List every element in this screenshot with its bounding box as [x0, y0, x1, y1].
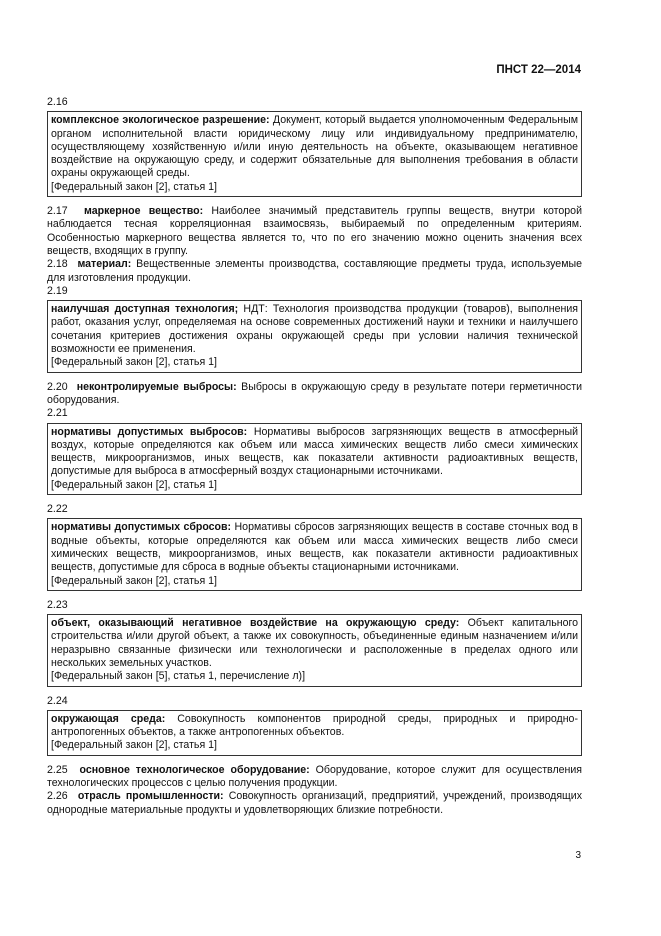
entry-number: 2.20 — [47, 380, 68, 393]
definition-box — [47, 111, 582, 197]
term: окружающая среда: — [51, 712, 166, 725]
definition: Документ, который выдается уполномоченным Федеральным органом исполнительной власти юридическому лицу или индивидуальному предпринимателю, осуществляющему хозяйственную и/или иную деятельность на объекте, оказывающем негативное воздействие на окружающую среду, и содержит обязательные для выполнения требования в области охраны окружающей среды. — [51, 114, 578, 180]
term: наилучшая доступная технология; — [51, 303, 239, 316]
document-body — [47, 96, 582, 817]
entry-number: 2.22 — [47, 503, 68, 516]
page-number: 3 — [575, 850, 581, 861]
definition: Нормативы сбросов загрязняющих веществ в составе сточных вод в водные объекты, которые определяются как объем или масса химических веществ либо смеси химических веществ, микроорганизмов, иных веществ, как показатели активности радиоактивных веществ, допустимые для сброса в водные объекты стационарными источниками. — [51, 521, 578, 574]
definition-box — [47, 518, 582, 590]
definition: Совокупность организаций, предприятий, учреждений, производящих однородные материальные продукты и удовлетворяющих близкие потребности. — [47, 790, 582, 816]
source-reference: [Федеральный закон [2], статья 1] — [51, 478, 217, 491]
source-reference: [Федеральный закон [2], статья 1] — [51, 574, 217, 587]
entry-paragraph — [47, 790, 582, 817]
definition: Оборудование, которое служит для осуществления технологических процессов с целью получения продукции. — [47, 763, 583, 790]
term: комплексное экологическое разрешение: — [51, 114, 270, 127]
definition-box — [47, 710, 582, 756]
definition-box — [47, 300, 582, 372]
term: объект, оказывающий негативное воздействие на окружающую среду: — [51, 617, 460, 630]
term: нормативы допустимых сбросов: — [51, 521, 232, 534]
entry-number: 2.16 — [47, 96, 68, 108]
definition: НДТ: Технология производства продукции (товаров), выполнения работ, оказания услуг, определяемая на основе современных достижений науки и техники и наилучшего сочетания критериев достижения охраны окружающей среды при условии наличия технической возможности ее применения. — [51, 303, 578, 356]
term: отрасль промышленности: — [77, 790, 224, 803]
entry-number: 2.23 — [47, 598, 68, 611]
definition: Вещественные элементы производства, составляющие предметы труда, используемые для изготовления продукции. — [47, 258, 582, 284]
term: материал: — [77, 258, 132, 271]
entry-number: 2.18 — [47, 258, 68, 271]
term: нормативы допустимых выбросов: — [51, 425, 248, 438]
source-reference: [Федеральный закон [2], статья 1] — [51, 739, 217, 752]
entry-number: 2.24 — [47, 694, 68, 707]
definition: Выбросы в окружающую среду в результате потери герметичности оборудования. — [47, 380, 583, 406]
entry-paragraph — [47, 205, 582, 258]
entry-number: 2.19 — [47, 284, 68, 297]
definition-box — [47, 423, 582, 495]
definition: Совокупность компонентов природной среды, природных и природно-антропогенных объектов, а также антропогенных объектов. — [51, 712, 578, 739]
definition-box — [47, 614, 582, 686]
source-reference: [Федеральный закон [2], статья 1] — [51, 180, 217, 193]
document-header: ПНСТ 22—2014 — [496, 64, 581, 76]
term: основное технологическое оборудование: — [79, 763, 310, 776]
term: маркерное вещество: — [84, 205, 204, 218]
term: неконтролируемые выбросы: — [76, 380, 237, 393]
entry-paragraph — [47, 764, 582, 791]
definition: Нормативы выбросов загрязняющих веществ в атмосферный воздух, которые определяются как объем или масса химических веществ либо смеси химических веществ, микроорганизмов, иных веществ, как показатели активности радиоактивных веществ, допустимые для выброса в атмосферный воздух стационарными источниками. — [51, 425, 578, 478]
entry-paragraph — [47, 258, 582, 285]
entry-number: 2.21 — [47, 407, 68, 420]
definition: Объект капитального строительства и/или другой объект, а также их совокупность, объединенные единым назначением и/или неразрывно связанные физически или технологически и расположенные в пределах одного или нескольких земельных участков. — [51, 617, 578, 669]
entry-number: 2.25 — [47, 763, 68, 776]
source-reference: [Федеральный закон [2], статья 1] — [51, 356, 217, 369]
definition: Наиболее значимый представитель группы веществ, внутри которой наблюдается тесная корреляционная взаимосвязь, выбираемый по определенным критериям. Особенностью маркерного вещества является то, что по его значению можно оценить значения всех веществ, входящих в группу. — [47, 205, 582, 257]
source-reference: [Федеральный закон [5], статья 1, перечисление л)] — [51, 670, 306, 683]
entry-paragraph — [47, 381, 582, 408]
entry-number: 2.26 — [47, 790, 68, 803]
entry-number: 2.17 — [47, 205, 68, 218]
